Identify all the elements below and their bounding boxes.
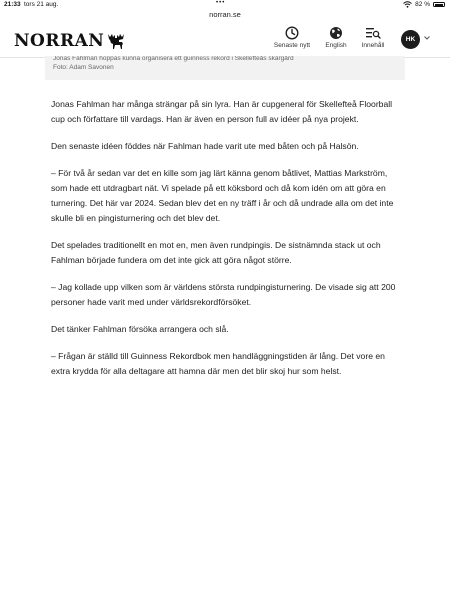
user-avatar[interactable]: HK — [401, 30, 420, 49]
status-bar — [0, 0, 450, 10]
photo-credit: Foto: Adam Savonen — [53, 64, 114, 71]
menu-search-icon — [365, 26, 381, 40]
article-paragraph: – Jag kollade upp vilken som är världens största rundpingisturnering. De visade sig att 200 personer hade varit med under världsrekordförsöket. — [51, 282, 396, 307]
article-paragraph: Det spelades traditionellt en mot en, men även rundpingis. De sistnämnda stack ut och Fahlman började fundera om det inte gick att göra något större. — [51, 240, 381, 265]
article-paragraph: Det tänker Fahlman försöka arrangera och slå. — [51, 324, 229, 334]
article-body — [51, 97, 401, 391]
site-logo[interactable] — [14, 31, 126, 51]
image-caption — [45, 56, 405, 80]
contents-label: Innehåll — [361, 42, 385, 49]
status-right — [403, 1, 445, 8]
battery-icon — [433, 2, 445, 7]
globe-icon — [329, 26, 343, 40]
caption-text: Jonas Fahlman hoppas kunna organisera ett guinness rekord i Skellefteås skärgård — [53, 56, 294, 62]
moose-icon — [106, 32, 126, 50]
article-paragraph: Jonas Fahlman har många strängar på sin lyra. Han är cupgeneral för Skellefteå Floorball cup och författare till vardags. Han är även en person full av idéer på nya projekt. — [51, 99, 393, 124]
battery-percent: 82 % — [415, 1, 430, 8]
article-paragraph: Den senaste idéen föddes när Fahlman hade varit ute med båten och på Halsön. — [51, 141, 359, 151]
chevron-down-icon[interactable] — [423, 34, 431, 42]
english-label: English — [325, 42, 347, 49]
status-date: tors 21 aug. — [24, 1, 59, 8]
article-paragraph: – Frågan är ställd till Guinness Rekordbok men handläggningstiden är lång. Det vore en extra krydda för alla deltagare att hamna där men det blir skoj hur som helst. — [51, 351, 385, 376]
wifi-icon — [403, 1, 412, 8]
clock-icon — [285, 26, 299, 40]
latest-news-button[interactable] — [270, 26, 314, 49]
site-header — [0, 21, 450, 58]
logo-text: NORRAN — [14, 31, 105, 51]
contents-button[interactable] — [351, 26, 395, 49]
article-paragraph: – För två år sedan var det en kille som jag lärt känna genom båtlivet, Mattias Markström, som hade ett utdragbart nät. Vi spelade på ett köksbord och då kom idén om att göra en turnering. Det här var 2024. Sedan blev det en ny träff i år och då undrade alla om det inte skulle bli en pingisturnering och det blev det. — [51, 168, 394, 223]
address-bar[interactable]: norran.se — [209, 10, 241, 19]
multitask-dots[interactable]: ••• — [216, 0, 226, 6]
latest-news-label: Senaste nytt — [273, 42, 311, 49]
status-time: 21:33 — [4, 1, 21, 8]
